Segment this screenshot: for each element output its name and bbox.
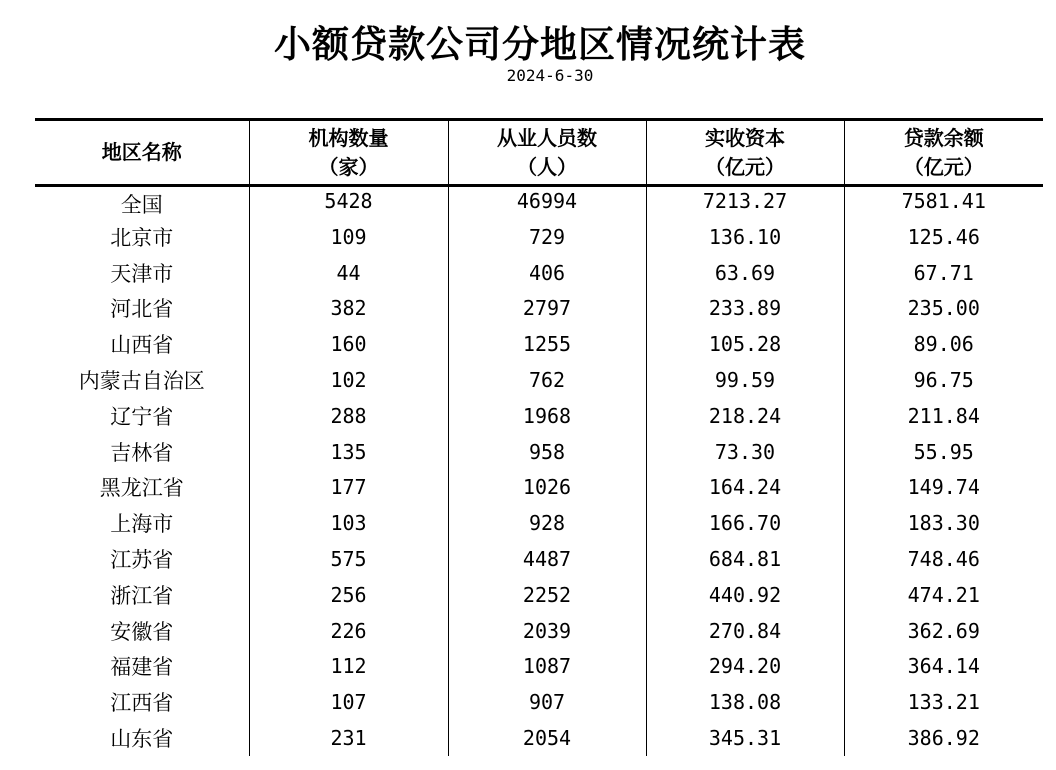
table-row [35, 186, 1043, 220]
table-row [35, 649, 1043, 685]
region-name-cell: 上海市 [110, 512, 174, 537]
table-row [35, 291, 1043, 327]
loan-balance-cell: 183.30 [844, 505, 1043, 541]
employee-count-cell: 1026 [448, 470, 646, 506]
institution-count-cell: 382 [249, 291, 448, 327]
header-label: 实收资本 [705, 125, 785, 150]
loan-balance-cell: 211.84 [844, 398, 1043, 434]
employee-count-cell: 2054 [448, 720, 646, 756]
table-row [35, 398, 1043, 434]
header-loan-balance [844, 120, 1043, 186]
region-name-cell: 吉林省 [110, 440, 174, 465]
paid-in-capital-cell: 99.59 [646, 362, 844, 398]
employee-count-cell: 1087 [448, 649, 646, 685]
institution-count-cell: 135 [249, 434, 448, 470]
paid-in-capital-cell: 440.92 [646, 577, 844, 613]
loan-balance-cell: 474.21 [844, 577, 1043, 613]
header-unit: （人） [517, 154, 577, 179]
employee-count-cell: 2252 [448, 577, 646, 613]
paid-in-capital-cell: 164.24 [646, 470, 844, 506]
table-row [35, 684, 1043, 720]
region-name-cell: 江西省 [110, 691, 174, 716]
paid-in-capital-cell: 345.31 [646, 720, 844, 756]
institution-count-cell: 256 [249, 577, 448, 613]
paid-in-capital-cell: 166.70 [646, 505, 844, 541]
employee-count-cell: 907 [448, 684, 646, 720]
institution-count-cell: 112 [249, 649, 448, 685]
loan-balance-cell: 235.00 [844, 291, 1043, 327]
region-name-cell: 全国 [120, 193, 163, 217]
paid-in-capital-cell: 63.69 [646, 255, 844, 291]
employee-count-cell: 2039 [448, 613, 646, 649]
region-name-cell: 内蒙古自治区 [78, 369, 205, 394]
loan-balance-cell: 149.74 [844, 470, 1043, 506]
region-name-cell: 安徽省 [110, 619, 174, 644]
page-title: 小额贷款公司分地区情况统计表 [274, 23, 806, 66]
table-row [35, 541, 1043, 577]
table-body [35, 186, 1043, 756]
employee-count-cell: 46994 [448, 186, 646, 220]
loan-balance-cell: 362.69 [844, 613, 1043, 649]
statistics-table-container [35, 118, 1043, 756]
table-row [35, 255, 1043, 291]
employee-count-cell: 1255 [448, 326, 646, 362]
institution-count-cell: 44 [249, 255, 448, 291]
region-name-cell: 山西省 [110, 333, 174, 358]
employee-count-cell: 729 [448, 219, 646, 255]
paid-in-capital-cell: 105.28 [646, 326, 844, 362]
header-unit: （亿元） [705, 154, 785, 179]
paid-in-capital-cell: 684.81 [646, 541, 844, 577]
header-label: 地区名称 [101, 140, 182, 164]
header-employee-count [448, 120, 646, 186]
institution-count-cell: 177 [249, 470, 448, 506]
header-region-name [35, 120, 249, 186]
paid-in-capital-cell: 233.89 [646, 291, 844, 327]
statistics-table [35, 118, 1043, 756]
institution-count-cell: 160 [249, 326, 448, 362]
region-name-cell: 河北省 [110, 297, 174, 322]
paid-in-capital-cell: 270.84 [646, 613, 844, 649]
employee-count-cell: 406 [448, 255, 646, 291]
employee-count-cell: 4487 [448, 541, 646, 577]
table-header-row [35, 120, 1043, 186]
institution-count-cell: 103 [249, 505, 448, 541]
employee-count-cell: 762 [448, 362, 646, 398]
loan-balance-cell: 748.46 [844, 541, 1043, 577]
institution-count-cell: 226 [249, 613, 448, 649]
institution-count-cell: 109 [249, 219, 448, 255]
table-row [35, 470, 1043, 506]
header-label: 贷款余额 [903, 125, 984, 150]
paid-in-capital-cell: 7213.27 [646, 186, 844, 220]
region-name-cell: 黑龙江省 [99, 476, 184, 501]
table-row [35, 720, 1043, 756]
institution-count-cell: 575 [249, 541, 448, 577]
loan-balance-cell: 364.14 [844, 649, 1043, 685]
loan-balance-cell: 125.46 [844, 219, 1043, 255]
employee-count-cell: 1968 [448, 398, 646, 434]
report-date: 2024-6-30 [506, 66, 594, 85]
institution-count-cell: 5428 [249, 186, 448, 220]
header-label: 从业人员数 [497, 125, 597, 150]
loan-balance-cell: 96.75 [844, 362, 1043, 398]
paid-in-capital-cell: 218.24 [646, 398, 844, 434]
loan-balance-cell: 89.06 [844, 326, 1043, 362]
header-unit: （亿元） [903, 154, 984, 179]
loan-balance-cell: 133.21 [844, 684, 1043, 720]
region-name-cell: 辽宁省 [110, 404, 174, 429]
table-row [35, 362, 1043, 398]
region-name-cell: 福建省 [110, 655, 174, 680]
table-row [35, 505, 1043, 541]
region-name-cell: 北京市 [110, 225, 174, 250]
header-unit: （家） [318, 154, 379, 179]
table-row [35, 219, 1043, 255]
region-name-cell: 浙江省 [110, 583, 174, 608]
region-name-cell: 山东省 [110, 727, 174, 752]
institution-count-cell: 102 [249, 362, 448, 398]
region-name-cell: 天津市 [110, 261, 174, 286]
table-row [35, 577, 1043, 613]
loan-balance-cell: 386.92 [844, 720, 1043, 756]
institution-count-cell: 288 [249, 398, 448, 434]
paid-in-capital-cell: 73.30 [646, 434, 844, 470]
paid-in-capital-cell: 138.08 [646, 684, 844, 720]
employee-count-cell: 2797 [448, 291, 646, 327]
header-paid-in-capital [646, 120, 844, 186]
header-institution-count [249, 120, 448, 186]
table-row [35, 613, 1043, 649]
employee-count-cell: 928 [448, 505, 646, 541]
table-row [35, 326, 1043, 362]
paid-in-capital-cell: 294.20 [646, 649, 844, 685]
loan-balance-cell: 67.71 [844, 255, 1043, 291]
table-row [35, 434, 1043, 470]
institution-count-cell: 107 [249, 684, 448, 720]
paid-in-capital-cell: 136.10 [646, 219, 844, 255]
loan-balance-cell: 7581.41 [844, 186, 1043, 220]
region-name-cell: 江苏省 [110, 548, 174, 573]
loan-balance-cell: 55.95 [844, 434, 1043, 470]
institution-count-cell: 231 [249, 720, 448, 756]
employee-count-cell: 958 [448, 434, 646, 470]
header-label: 机构数量 [308, 125, 389, 150]
